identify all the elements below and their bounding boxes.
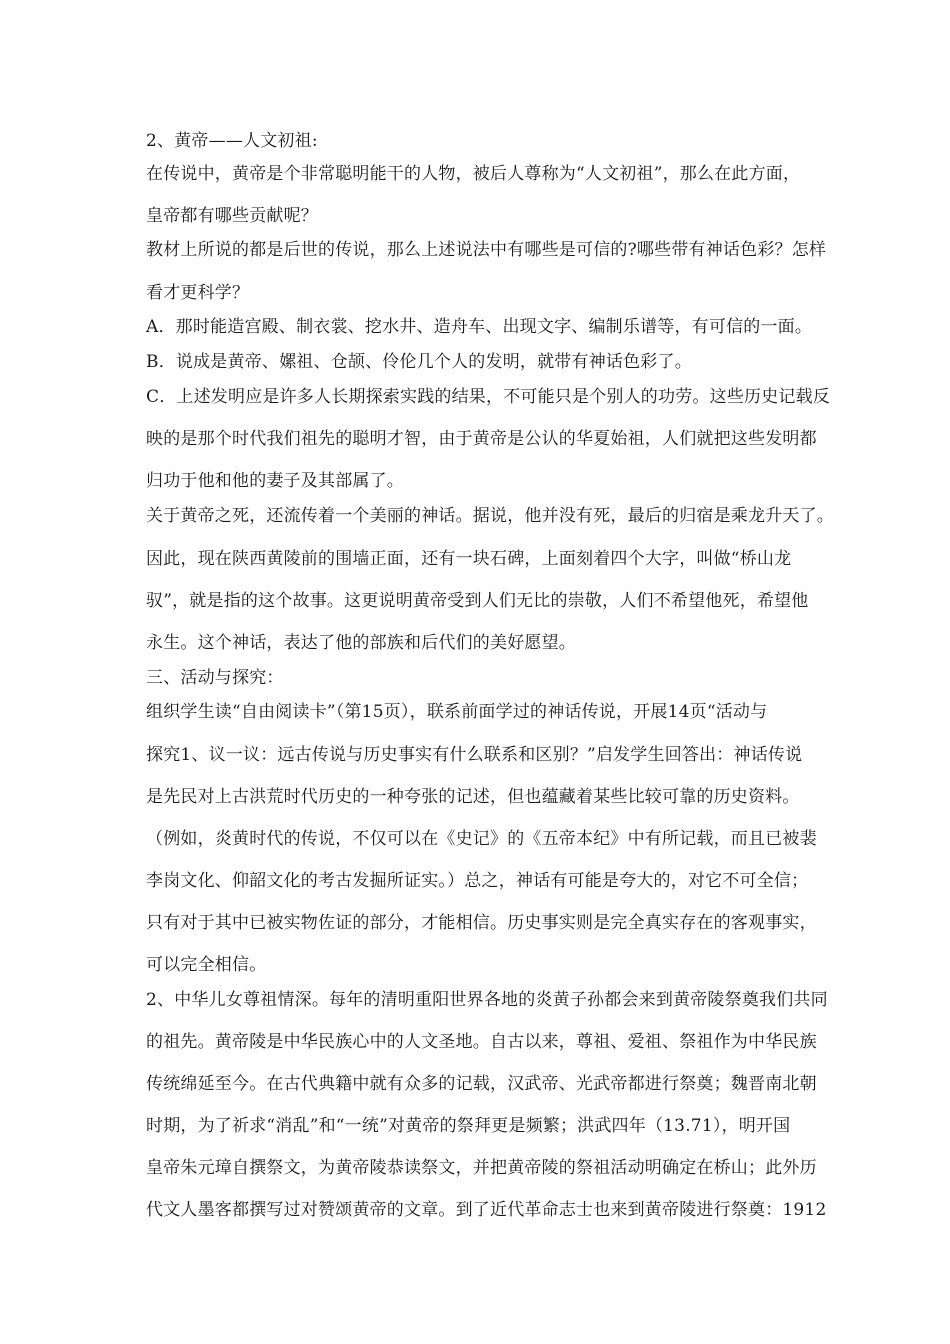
option-a-line: A．那时能造宫殿、制衣裳、挖水井、造舟车、出现文字、编制乐谱等，有可信的一面。 (146, 317, 813, 337)
paragraph-line: 代文人墨客都撰写过对赞颂黄帝的文章。到了近代革命志士也来到黄帝陵进行祭奠：1912 (146, 1200, 827, 1220)
paragraph-line: 组织学生读“自由阅读卡”（第15页），联系前面学过的神话传说，开展14页“活动与 (146, 702, 768, 722)
paragraph-line: 因此，现在陕西黄陵前的围墙正面，还有一块石碑，上面刻着四个大字，叫做“桥山龙 (146, 549, 792, 569)
option-c-line: C．上述发明应是许多人长期探索实践的结果，不可能只是个别人的功劳。这些历史记载反 (146, 387, 831, 407)
paragraph-line: 可以完全相信。 (146, 955, 267, 975)
paragraph-line: 皇帝都有哪些贡献呢？ (146, 206, 318, 226)
paragraph-line: 关于黄帝之死，还流传着一个美丽的神话。据说，他并没有死，最后的归宿是乘龙升天了。 (146, 506, 834, 526)
paragraph-line: 李岗文化、仰韶文化的考古发掘所证实。）总之，神话有可能是夸大的，对它不可全信； (146, 871, 809, 891)
paragraph-line: 看才更科学？ (146, 283, 250, 303)
paragraph-line: 归功于他和他的妻子及其部属了。 (146, 471, 404, 491)
paragraph-line: 是先民对上古洪荒时代历史的一种夸张的记述，但也蕴藏着某些比较可靠的历史资料。 (146, 787, 800, 807)
paragraph-line: 探究1、议一议：远古传说与历史事实有什么联系和区别？”启发学生回答出：神话传说 (146, 745, 803, 765)
section-heading-huangdi: 2、黄帝——人文初祖: (146, 131, 318, 151)
paragraph-line: 在传说中，黄帝是个非常聪明能干的人物，被后人尊称为“人文初祖”，那么在此方面， (146, 164, 801, 184)
paragraph-line: 皇帝朱元璋自撰祭文，为黄帝陵恭读祭文，并把黄帝陵的祭祖活动明确定在桥山；此外历 (146, 1158, 817, 1178)
paragraph-line: 传统绵延至今。在古代典籍中就有众多的记载，汉武帝、光武帝都进行祭奠；魏晋南北朝 (146, 1074, 817, 1094)
paragraph-line: 2、中华儿女尊祖情深。每年的清明重阳世界各地的炎黄子孙都会来到黄帝陵祭奠我们共同 (146, 990, 828, 1010)
paragraph-line: 只有对于其中已被实物佐证的部分，才能相信。历史事实则是完全真实存在的客观事实， (146, 913, 817, 933)
paragraph-line: 驭”，就是指的这个故事。这更说明黄帝受到人们无比的崇敬，人们不希望他死，希望他 (146, 591, 809, 611)
paragraph-line: （例如，炎黄时代的传说，不仅可以在《史记》的《五帝本纪》中有所记载，而且已被裴 (146, 829, 817, 849)
paragraph-line: 的祖先。黄帝陵是中华民族心中的人文圣地。自古以来，尊祖、爱祖、祭祖作为中华民族 (146, 1032, 817, 1052)
paragraph-line: 教材上所说的都是后世的传说，那么上述说法中有哪些是可信的?哪些带有神话色彩？怎样 (146, 240, 827, 260)
paragraph-line: 时期，为了祈求“消乱”和“一统”对黄帝的祭拜更是频繁；洪武四年（13.71），明开国 (146, 1116, 791, 1136)
paragraph-line: 永生。这个神话，表达了他的部族和后代们的美好愿望。 (146, 633, 576, 653)
paragraph-line: 映的是那个时代我们祖先的聪明才智，由于黄帝是公认的华夏始祖，人们就把这些发明都 (146, 429, 817, 449)
option-b-line: B．说成是黄帝、嫘祖、仓颉、伶伦几个人的发明，就带有神话色彩了。 (146, 352, 692, 372)
section-heading-activity: 三、活动与探究： (146, 668, 284, 688)
